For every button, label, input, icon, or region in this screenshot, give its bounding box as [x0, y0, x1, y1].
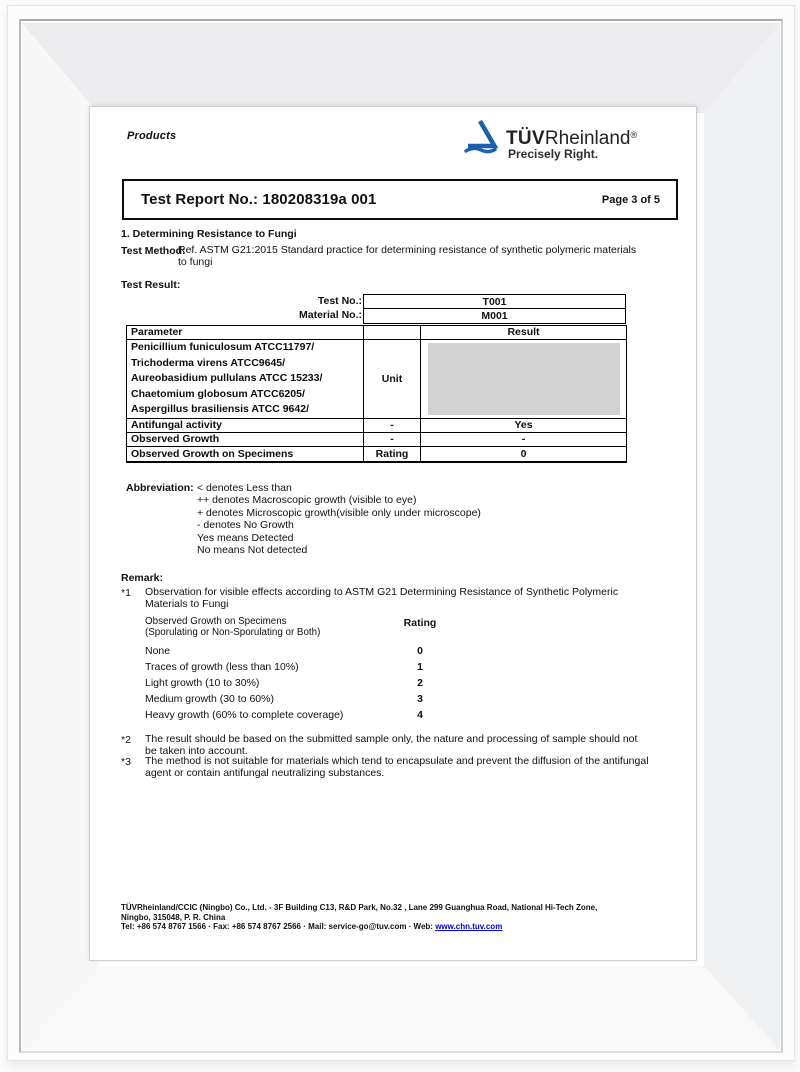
report-title-box [122, 179, 678, 220]
report-title: Test Report No.: 180208319a 001 [141, 190, 377, 208]
rating-column-header: Rating [403, 617, 437, 629]
footer-contact-line [121, 922, 666, 932]
remark-marker: *1 [121, 587, 131, 599]
rating-value: 1 [417, 661, 423, 673]
table-row [127, 419, 627, 433]
unit-cell: - [364, 419, 421, 433]
parameter-header: Parameter [127, 326, 364, 340]
abbreviation-line: No means Not detected [197, 544, 308, 557]
website-link[interactable]: www.chn.tuv.com [435, 922, 503, 932]
unit-header [364, 326, 421, 340]
redacted-block [428, 343, 620, 415]
test-result-label: Test Result: [121, 279, 181, 291]
result-cell: Yes [421, 419, 627, 433]
rating-header-label [145, 617, 390, 639]
products-label: Products [127, 130, 177, 142]
result-header: Result [421, 326, 627, 340]
abbreviation-list [197, 482, 481, 556]
abbreviation-line: - denotes No Growth [197, 519, 294, 532]
organism-line: Chaetomium globosum ATCC6205/ [131, 387, 305, 400]
organism-line: Aspergillus brasiliensis ATCC 9642/ [131, 403, 309, 416]
tuv-rheinland-logo [460, 115, 690, 167]
unit-cell: Rating [364, 447, 421, 463]
remark-item-3 [121, 756, 650, 779]
organisms-row [127, 340, 627, 419]
unit-cell: - [364, 433, 421, 447]
remark-marker: *2 [121, 734, 131, 746]
test-report-page [90, 107, 696, 960]
test-material-labels [180, 294, 362, 322]
registered-mark: ® [630, 130, 638, 140]
footer-address-line2: Ningbo, 315048, P. R. China [121, 912, 226, 922]
footer-address-line1: TÜVRheinland/CCIC (Ningbo) Co., Ltd. - 3F Building C13, R&D Park, No.32 , Lane 299 Guanghua Road, National Hi-Tech Zone, [121, 903, 598, 912]
table-row [127, 447, 627, 463]
rating-row [145, 693, 505, 705]
test-material-values [363, 294, 626, 324]
remark-item-2 [121, 734, 650, 757]
test-method-text: Ref. ASTM G21:2015 Standard practice for determining resistance of synthetic polymeric materials to fungi [178, 244, 637, 268]
result-cell: 0 [421, 447, 627, 463]
tuv-rheinland-wordmark: TÜVRheinland® [506, 128, 638, 149]
rating-header-line2: (Sporulating or Non-Sporulating or Both) [145, 626, 321, 638]
footer-contact-text: Tel: +86 574 8767 1566 · Fax: +86 574 8767 2566 · Mail: service-go@tuv.com · Web: [121, 922, 436, 932]
parameter-cell: Antifungal activity [127, 419, 364, 433]
rating-label: Traces of growth (less than 10%) [145, 661, 299, 673]
rating-value: 3 [417, 693, 423, 705]
footer [121, 903, 666, 932]
abbreviation-label: Abbreviation: [126, 482, 194, 494]
table-row [127, 433, 627, 447]
rating-label: None [145, 645, 171, 657]
organism-line: Trichoderma virens ATCC9645/ [131, 356, 286, 369]
rating-value: 2 [417, 677, 423, 689]
test-method-label: Test Method: [121, 245, 186, 257]
organism-unit-cell: Unit [364, 340, 421, 419]
rating-row [145, 661, 505, 673]
organism-line: Aureobasidium pullulans ATCC 15233/ [131, 372, 323, 385]
remark-label: Remark: [121, 572, 164, 584]
parameter-cell: Observed Growth on Specimens [127, 447, 364, 463]
rating-row [145, 677, 505, 689]
parameter-cell: Observed Growth [127, 433, 364, 447]
page-indicator: Page 3 of 5 [601, 193, 660, 206]
redacted-result-cell [421, 340, 627, 419]
test-no-value: T001 [364, 295, 625, 309]
section-heading: 1. Determining Resistance to Fungi [121, 228, 297, 240]
material-no-label: Material No.: [298, 309, 362, 321]
organism-line: Penicillium funiculosum ATCC11797/ [131, 341, 315, 354]
tuv-triangle-icon [462, 118, 498, 158]
rating-table-header [145, 617, 505, 639]
organism-list [127, 340, 364, 419]
remark-text: Observation for visible effects according to ASTM G21 Determining Resistance of Synthetic Polymeric Materials to Fungi [145, 586, 619, 610]
abbreviation-line: ++ denotes Macroscopic growth (visible to eye) [197, 494, 417, 507]
rating-row [145, 645, 505, 657]
rating-label: Light growth (10 to 30%) [145, 677, 260, 689]
abbreviation-line: < denotes Less than [197, 482, 292, 494]
rating-label: Heavy growth (60% to complete coverage) [145, 709, 344, 721]
logo-tagline: Precisely Right. [508, 147, 599, 161]
remark-item-1 [121, 587, 650, 610]
table-header-row [127, 326, 627, 340]
remark-text: The result should be based on the submitted sample only, the nature and processing of sample should not be taken into account. [145, 733, 638, 757]
rating-label: Medium growth (30 to 60%) [145, 693, 274, 705]
material-no-value: M001 [481, 310, 508, 322]
result-table [126, 325, 627, 463]
abbreviation-line: + denotes Microscopic growth(visible only under microscope) [197, 506, 481, 519]
rating-value: 4 [417, 709, 423, 721]
rating-header-line1: Observed Growth on Specimens [145, 616, 287, 627]
rating-row [145, 709, 505, 721]
remark-text: The method is not suitable for materials which tend to encapsulate and prevent the diffusion of the antifungal agent or contain antifungal neutralizing substances. [145, 755, 649, 779]
remark-marker: *3 [121, 756, 131, 768]
abbreviation-line: Yes means Detected [197, 531, 294, 544]
test-no-label: Test No.: [317, 295, 362, 307]
rating-value: 0 [417, 645, 423, 657]
result-cell: - [421, 433, 627, 447]
